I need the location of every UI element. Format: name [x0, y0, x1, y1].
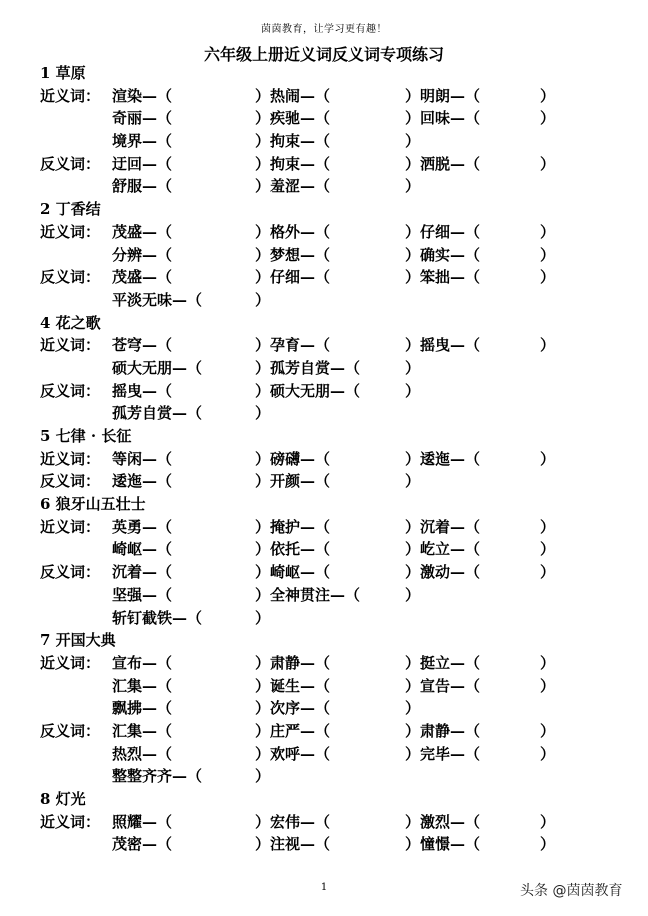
row-label: 近义词：: [40, 86, 101, 105]
word-blank: ）回味—（: [405, 109, 481, 128]
word-blank: ）笨拙—（: [405, 268, 481, 287]
lesson-title: 2 丁香结: [40, 200, 101, 219]
row-label: 近义词：: [40, 653, 101, 672]
word-blank: ）挺立—（: [405, 653, 481, 672]
lesson-title: 4 花之歌: [40, 313, 101, 332]
exercise-row: [40, 380, 630, 403]
word-blank: ）开颜—（: [255, 472, 331, 491]
word-blank: ）憧憬—（: [405, 835, 481, 854]
word-blank: 照耀—（: [112, 812, 173, 831]
word-blank: 飘拂—（: [112, 699, 173, 718]
word-blank: ）激动—（: [405, 563, 481, 582]
word-blank: ）: [405, 358, 421, 377]
row-label: 近义词：: [40, 812, 101, 831]
exercise-row: [40, 448, 630, 471]
lesson-title: 5 七律 · 长征: [40, 427, 132, 445]
lesson-title: 8 灯光: [40, 790, 86, 808]
word-blank: ）: [255, 767, 271, 786]
word-blank: ）拘束—（: [255, 132, 331, 151]
word-blank: ）: [540, 744, 556, 763]
lesson-title: 7 开国大典: [40, 631, 116, 650]
word-blank: ）硕大无朋—（: [255, 381, 361, 400]
exercise-row: [40, 720, 630, 743]
exercise-row: [40, 538, 630, 561]
word-blank: ）磅礴—（: [255, 449, 331, 468]
exercise-row: [40, 470, 630, 493]
word-blank: 热烈—（: [112, 744, 173, 763]
word-blank: 沉着—（: [112, 563, 173, 582]
word-blank: ）: [255, 608, 271, 627]
word-blank: 茂盛—（: [112, 268, 173, 287]
row-label: 近义词：: [40, 449, 101, 468]
word-blank: ）明朗—（: [405, 86, 481, 105]
word-blank: 茂盛—（: [112, 222, 173, 241]
exercise-row: [40, 561, 630, 584]
exercise-row: [40, 85, 630, 108]
word-blank: ）: [540, 563, 556, 582]
word-blank: ）次序—（: [255, 699, 331, 718]
word-blank: ）: [405, 699, 421, 718]
word-blank: 迂回—（: [112, 154, 173, 173]
row-label: 反义词：: [40, 721, 101, 740]
word-blank: ）逶迤—（: [405, 449, 481, 468]
word-blank: ）摇曳—（: [405, 336, 481, 355]
word-blank: 摇曳—（: [112, 381, 173, 400]
row-label: 近义词：: [40, 222, 101, 241]
word-blank: ）确实—（: [405, 245, 481, 264]
lesson-title: 1 草原: [40, 64, 86, 82]
word-blank: ）: [540, 721, 556, 740]
word-blank: ）: [540, 154, 556, 173]
page-header: 茵茵教育，让学习更有趣！: [261, 24, 387, 35]
word-blank: ）: [540, 245, 556, 264]
exercise-row: [40, 811, 630, 834]
exercise-row: [40, 266, 630, 289]
word-blank: ）崎岖—（: [255, 563, 331, 582]
exercise-row: [40, 221, 630, 244]
row-label: 反义词：: [40, 268, 101, 287]
exercise-row: [40, 516, 630, 539]
lesson-title: 6 狼牙山五壮士: [40, 495, 146, 514]
word-blank: ）宣告—（: [405, 676, 481, 695]
row-label: 反义词：: [40, 472, 101, 491]
word-blank: 整整齐齐—（: [112, 767, 203, 786]
exercise-row: [40, 743, 630, 766]
word-blank: 斩钉截铁—（: [112, 608, 203, 627]
word-blank: 逶迤—（: [112, 472, 173, 491]
word-blank: ）拘束—（: [255, 154, 331, 173]
exercise-row: [40, 289, 630, 312]
word-blank: ）梦想—（: [255, 245, 331, 264]
exercise-body: [40, 62, 630, 856]
exercise-row: [40, 357, 630, 380]
word-blank: ）: [540, 517, 556, 536]
row-label: 近义词：: [40, 517, 101, 536]
word-blank: ）激烈—（: [405, 812, 481, 831]
exercise-row: [40, 833, 630, 856]
word-blank: ）: [405, 472, 421, 491]
word-blank: ）: [540, 812, 556, 831]
row-label: 反义词：: [40, 381, 101, 400]
word-blank: ）: [540, 268, 556, 287]
word-blank: ）孤芳自赏—（: [255, 358, 361, 377]
word-blank: 等闲—（: [112, 449, 173, 468]
word-blank: 舒服—（: [112, 177, 173, 196]
word-blank: ）全神贯注—（: [255, 585, 361, 604]
page-number: 1: [320, 882, 328, 893]
word-blank: ）依托—（: [255, 540, 331, 559]
word-blank: 境界—（: [112, 132, 173, 151]
word-blank: ）庄严—（: [255, 721, 331, 740]
word-blank: 茂密—（: [112, 835, 173, 854]
word-blank: ）疾驰—（: [255, 109, 331, 128]
word-blank: 宣布—（: [112, 653, 173, 672]
word-blank: ）: [540, 86, 556, 105]
word-blank: 坚强—（: [112, 585, 173, 604]
row-label: 反义词：: [40, 563, 101, 582]
word-blank: ）孕育—（: [255, 336, 331, 355]
word-blank: ）: [540, 653, 556, 672]
word-blank: ）: [540, 222, 556, 241]
word-blank: ）仔细—（: [405, 222, 481, 241]
word-blank: ）羞涩—（: [255, 177, 331, 196]
word-blank: ）注视—（: [255, 835, 331, 854]
word-blank: ）: [405, 177, 421, 196]
word-blank: ）: [540, 676, 556, 695]
row-label: 反义词：: [40, 154, 101, 173]
word-blank: 苍穹—（: [112, 336, 173, 355]
exercise-row: [40, 130, 630, 153]
word-blank: ）热闹—（: [255, 86, 331, 105]
word-blank: ）肃静—（: [255, 653, 331, 672]
exercise-row: [40, 107, 630, 130]
word-blank: ）: [540, 336, 556, 355]
exercise-row: [40, 402, 630, 425]
word-blank: ）: [540, 540, 556, 559]
word-blank: ）欢呼—（: [255, 744, 331, 763]
exercise-row: [40, 175, 630, 198]
word-blank: ）沉着—（: [405, 517, 481, 536]
word-blank: ）仔细—（: [255, 268, 331, 287]
word-blank: 奇丽—（: [112, 109, 173, 128]
exercise-row: [40, 584, 630, 607]
exercise-row: [40, 765, 630, 788]
word-blank: ）屹立—（: [405, 540, 481, 559]
row-label: 近义词：: [40, 336, 101, 355]
watermark: 头条 @茵茵教育: [520, 883, 623, 899]
exercise-row: [40, 675, 630, 698]
word-blank: ）宏伟—（: [255, 812, 331, 831]
word-blank: 崎岖—（: [112, 540, 173, 559]
word-blank: 英勇—（: [112, 517, 173, 536]
word-blank: ）: [255, 290, 271, 309]
word-blank: ）: [540, 109, 556, 128]
exercise-row: [40, 607, 630, 630]
word-blank: ）: [540, 835, 556, 854]
word-blank: 渲染—（: [112, 86, 173, 105]
word-blank: ）: [255, 404, 271, 423]
word-blank: ）: [405, 381, 421, 400]
word-blank: ）: [540, 449, 556, 468]
word-blank: ）完毕—（: [405, 744, 481, 763]
word-blank: 汇集—（: [112, 676, 173, 695]
word-blank: ）肃静—（: [405, 721, 481, 740]
word-blank: ）诞生—（: [255, 676, 331, 695]
exercise-row: [40, 334, 630, 357]
word-blank: ）掩护—（: [255, 517, 331, 536]
word-blank: ）: [405, 585, 421, 604]
exercise-row: [40, 697, 630, 720]
word-blank: ）洒脱—（: [405, 154, 481, 173]
word-blank: 硕大无朋—（: [112, 358, 203, 377]
exercise-row: [40, 652, 630, 675]
word-blank: 汇集—（: [112, 721, 173, 740]
word-blank: 孤芳自赏—（: [112, 404, 203, 423]
word-blank: ）: [405, 132, 421, 151]
word-blank: 分辨—（: [112, 245, 173, 264]
page-title: 六年级上册近义词反义词专项练习: [203, 45, 444, 64]
word-blank: 平淡无味—（: [112, 290, 203, 309]
word-blank: ）格外—（: [255, 222, 331, 241]
exercise-row: [40, 153, 630, 176]
exercise-row: [40, 244, 630, 267]
